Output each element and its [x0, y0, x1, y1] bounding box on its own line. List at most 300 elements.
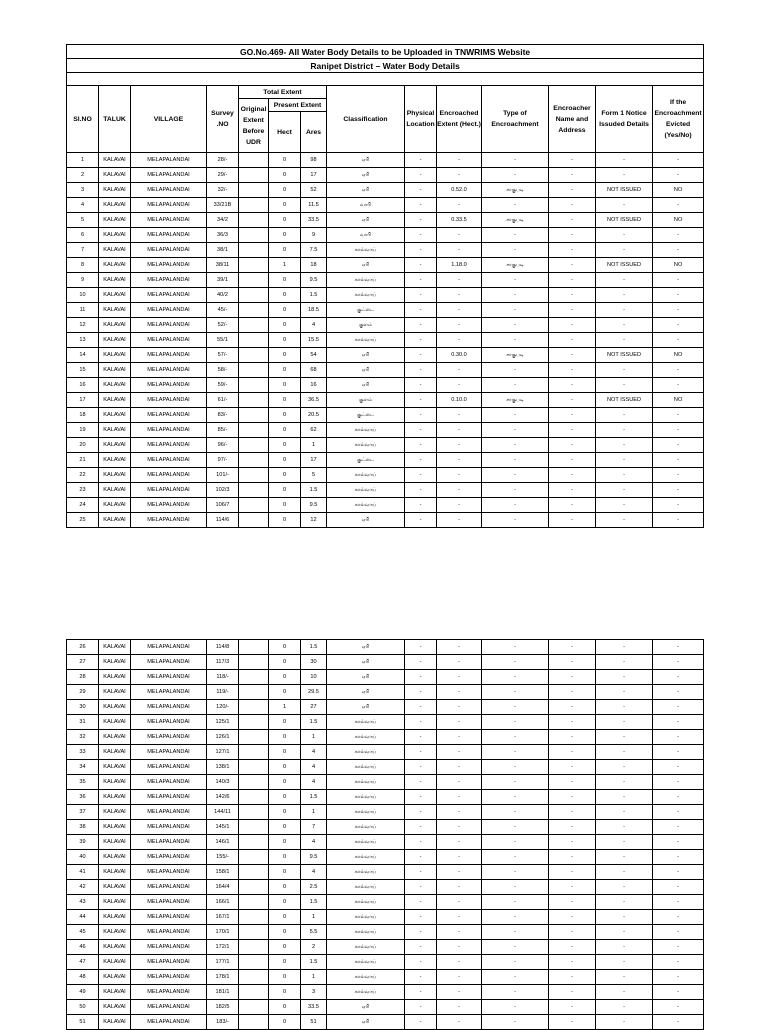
cell-evicted: -	[653, 318, 704, 333]
cell-slno: 28	[67, 670, 99, 685]
cell-physical-location: -	[405, 925, 437, 940]
cell-village: MELAPALANDAI	[131, 333, 207, 348]
cell-survey-no: 39/1	[207, 273, 239, 288]
cell-taluk: KALAVAI	[99, 228, 131, 243]
cell-slno: 21	[67, 453, 99, 468]
cell-encroached-extent: -	[437, 790, 482, 805]
cell-village: MELAPALANDAI	[131, 453, 207, 468]
cell-original-extent	[239, 303, 269, 318]
cell-form1-notice: -	[596, 880, 653, 895]
table-row	[67, 790, 704, 805]
cell-encroached-extent: -	[437, 955, 482, 970]
cell-original-extent	[239, 393, 269, 408]
cell-form1-notice: -	[596, 303, 653, 318]
cell-encroached-extent: -	[437, 700, 482, 715]
table-row	[67, 408, 704, 423]
cell-classification: கால்வாய்	[327, 423, 405, 438]
cell-type-of-encroachment: -	[482, 775, 549, 790]
cell-type-of-encroachment: -	[482, 378, 549, 393]
table-row	[67, 925, 704, 940]
cell-village: MELAPALANDAI	[131, 498, 207, 513]
cell-type-of-encroachment: -	[482, 970, 549, 985]
cell-type-of-encroachment: -	[482, 985, 549, 1000]
cell-survey-no: 146/1	[207, 835, 239, 850]
cell-ares: 1.5	[301, 955, 327, 970]
cell-taluk: KALAVAI	[99, 850, 131, 865]
cell-form1-notice: -	[596, 670, 653, 685]
cell-physical-location: -	[405, 408, 437, 423]
cell-ares: 1	[301, 970, 327, 985]
cell-type-of-encroachment: -	[482, 243, 549, 258]
cell-form1-notice: -	[596, 970, 653, 985]
cell-original-extent	[239, 925, 269, 940]
cell-survey-no: 138/1	[207, 760, 239, 775]
cell-form1-notice: -	[596, 700, 653, 715]
cell-ares: 17	[301, 453, 327, 468]
cell-encroacher: -	[549, 685, 596, 700]
cell-slno: 43	[67, 895, 99, 910]
table-row	[67, 513, 704, 528]
cell-slno: 8	[67, 258, 99, 273]
cell-village: MELAPALANDAI	[131, 820, 207, 835]
cell-encroacher: -	[549, 198, 596, 213]
cell-hect: 0	[269, 273, 301, 288]
cell-hect: 0	[269, 775, 301, 790]
cell-evicted: -	[653, 730, 704, 745]
cell-evicted: NO	[653, 183, 704, 198]
cell-hect: 0	[269, 168, 301, 183]
cell-encroacher: -	[549, 850, 596, 865]
cell-slno: 30	[67, 700, 99, 715]
cell-survey-no: 126/1	[207, 730, 239, 745]
cell-evicted: -	[653, 378, 704, 393]
table-row	[67, 213, 704, 228]
cell-hect: 0	[269, 895, 301, 910]
cell-hect: 0	[269, 940, 301, 955]
cell-type-of-encroachment: -	[482, 333, 549, 348]
cell-encroached-extent: -	[437, 318, 482, 333]
cell-original-extent	[239, 378, 269, 393]
cell-form1-notice: -	[596, 498, 653, 513]
cell-classification: ஏரி	[327, 655, 405, 670]
cell-physical-location: -	[405, 910, 437, 925]
cell-type-of-encroachment: -	[482, 468, 549, 483]
table-row	[67, 745, 704, 760]
cell-hect: 0	[269, 318, 301, 333]
cell-encroacher: -	[549, 318, 596, 333]
cell-ares: 1.5	[301, 790, 327, 805]
cell-survey-no: 33/21B	[207, 198, 239, 213]
cell-original-extent	[239, 940, 269, 955]
cell-form1-notice: -	[596, 318, 653, 333]
cell-hect: 0	[269, 303, 301, 318]
cell-hect: 0	[269, 498, 301, 513]
cell-slno: 10	[67, 288, 99, 303]
cell-hect: 1	[269, 700, 301, 715]
document-subtitle: Ranipet District – Water Body Details	[67, 59, 704, 73]
cell-original-extent	[239, 730, 269, 745]
cell-encroacher: -	[549, 640, 596, 655]
cell-type-of-encroachment: -	[482, 483, 549, 498]
table-row	[67, 468, 704, 483]
cell-evicted: -	[653, 1000, 704, 1015]
cell-hect: 0	[269, 1015, 301, 1030]
cell-encroached-extent: 0.10.0	[437, 393, 482, 408]
cell-village: MELAPALANDAI	[131, 513, 207, 528]
table-row	[67, 670, 704, 685]
cell-type-of-encroachment: -	[482, 498, 549, 513]
cell-classification: கால்வாய்	[327, 970, 405, 985]
cell-hect: 0	[269, 333, 301, 348]
table-row	[67, 288, 704, 303]
cell-taluk: KALAVAI	[99, 408, 131, 423]
table-row	[67, 393, 704, 408]
cell-hect: 0	[269, 955, 301, 970]
cell-classification: கால்வாய்	[327, 805, 405, 820]
cell-classification: கால்வாய்	[327, 880, 405, 895]
cell-encroached-extent: -	[437, 273, 482, 288]
cell-physical-location: -	[405, 1015, 437, 1030]
cell-village: MELAPALANDAI	[131, 258, 207, 273]
cell-type-of-encroachment: -	[482, 880, 549, 895]
header-encroached-extent: Encroached Extent (Hect.)	[437, 86, 482, 153]
cell-taluk: KALAVAI	[99, 378, 131, 393]
cell-encroacher: -	[549, 970, 596, 985]
cell-hect: 0	[269, 790, 301, 805]
cell-ares: 1	[301, 910, 327, 925]
cell-survey-no: 36/3	[207, 228, 239, 243]
cell-village: MELAPALANDAI	[131, 243, 207, 258]
cell-taluk: KALAVAI	[99, 895, 131, 910]
cell-form1-notice: NOT ISSUED	[596, 348, 653, 363]
cell-encroacher: -	[549, 483, 596, 498]
cell-classification: கால்வாய்	[327, 790, 405, 805]
cell-classification: கால்வாய்	[327, 955, 405, 970]
cell-village: MELAPALANDAI	[131, 483, 207, 498]
table-row	[67, 318, 704, 333]
cell-village: MELAPALANDAI	[131, 955, 207, 970]
cell-original-extent	[239, 970, 269, 985]
cell-village: MELAPALANDAI	[131, 985, 207, 1000]
header-taluk: TALUK	[99, 86, 131, 153]
cell-physical-location: -	[405, 228, 437, 243]
cell-form1-notice: -	[596, 895, 653, 910]
cell-hect: 0	[269, 760, 301, 775]
cell-village: MELAPALANDAI	[131, 468, 207, 483]
cell-evicted: -	[653, 910, 704, 925]
table-row	[67, 363, 704, 378]
cell-slno: 25	[67, 513, 99, 528]
cell-encroached-extent: -	[437, 423, 482, 438]
cell-form1-notice: -	[596, 513, 653, 528]
cell-survey-no: 118/-	[207, 670, 239, 685]
cell-classification: கால்வாய்	[327, 925, 405, 940]
cell-taluk: KALAVAI	[99, 288, 131, 303]
cell-taluk: KALAVAI	[99, 655, 131, 670]
table-body-page-1	[67, 153, 704, 528]
cell-form1-notice: -	[596, 805, 653, 820]
cell-original-extent	[239, 183, 269, 198]
cell-original-extent	[239, 1015, 269, 1030]
cell-slno: 42	[67, 880, 99, 895]
cell-encroached-extent: -	[437, 895, 482, 910]
cell-encroached-extent: -	[437, 685, 482, 700]
table-row	[67, 700, 704, 715]
cell-ares: 3	[301, 985, 327, 1000]
cell-physical-location: -	[405, 333, 437, 348]
cell-evicted: -	[653, 303, 704, 318]
cell-hect: 0	[269, 483, 301, 498]
cell-encroached-extent: -	[437, 303, 482, 318]
cell-evicted: -	[653, 228, 704, 243]
cell-evicted: -	[653, 153, 704, 168]
cell-physical-location: -	[405, 513, 437, 528]
cell-taluk: KALAVAI	[99, 273, 131, 288]
cell-encroacher: -	[549, 865, 596, 880]
cell-type-of-encroachment: -	[482, 700, 549, 715]
table-row	[67, 715, 704, 730]
cell-survey-no: 177/1	[207, 955, 239, 970]
cell-hect: 0	[269, 183, 301, 198]
cell-slno: 6	[67, 228, 99, 243]
cell-physical-location: -	[405, 985, 437, 1000]
cell-village: MELAPALANDAI	[131, 850, 207, 865]
cell-hect: 0	[269, 228, 301, 243]
cell-hect: 0	[269, 243, 301, 258]
cell-evicted: -	[653, 715, 704, 730]
cell-encroached-extent: -	[437, 805, 482, 820]
cell-ares: 1	[301, 438, 327, 453]
cell-type-of-encroachment: -	[482, 303, 549, 318]
water-body-table-page-1	[66, 44, 704, 528]
cell-original-extent	[239, 880, 269, 895]
cell-original-extent	[239, 498, 269, 513]
cell-type-of-encroachment: -	[482, 318, 549, 333]
cell-evicted: -	[653, 483, 704, 498]
cell-slno: 41	[67, 865, 99, 880]
cell-village: MELAPALANDAI	[131, 303, 207, 318]
cell-type-of-encroachment: -	[482, 513, 549, 528]
cell-physical-location: -	[405, 1000, 437, 1015]
cell-encroached-extent: -	[437, 468, 482, 483]
cell-form1-notice: -	[596, 243, 653, 258]
table-row	[67, 228, 704, 243]
cell-hect: 0	[269, 730, 301, 745]
cell-type-of-encroachment: -	[482, 955, 549, 970]
cell-ares: 1	[301, 805, 327, 820]
cell-original-extent	[239, 775, 269, 790]
cell-ares: 62	[301, 423, 327, 438]
cell-classification: ஏரி	[327, 363, 405, 378]
cell-form1-notice: -	[596, 168, 653, 183]
cell-survey-no: 145/1	[207, 820, 239, 835]
cell-slno: 18	[67, 408, 99, 423]
cell-hect: 0	[269, 820, 301, 835]
cell-evicted: -	[653, 243, 704, 258]
cell-original-extent	[239, 423, 269, 438]
cell-form1-notice: -	[596, 468, 653, 483]
cell-survey-no: 142/6	[207, 790, 239, 805]
cell-ares: 2	[301, 940, 327, 955]
cell-form1-notice: -	[596, 438, 653, 453]
cell-slno: 24	[67, 498, 99, 513]
cell-evicted: -	[653, 670, 704, 685]
table-row	[67, 655, 704, 670]
cell-physical-location: -	[405, 835, 437, 850]
cell-original-extent	[239, 745, 269, 760]
cell-slno: 50	[67, 1000, 99, 1015]
cell-physical-location: -	[405, 453, 437, 468]
cell-original-extent	[239, 153, 269, 168]
cell-encroacher: -	[549, 393, 596, 408]
cell-type-of-encroachment: -	[482, 910, 549, 925]
cell-original-extent	[239, 483, 269, 498]
cell-classification: ஏரி	[327, 640, 405, 655]
cell-classification: குட்டை	[327, 303, 405, 318]
header-total-extent: Total Extent	[239, 86, 327, 99]
cell-taluk: KALAVAI	[99, 213, 131, 228]
cell-encroacher: -	[549, 745, 596, 760]
cell-encroacher: -	[549, 730, 596, 745]
cell-type-of-encroachment: -	[482, 895, 549, 910]
cell-type-of-encroachment: சாகுபடி	[482, 348, 549, 363]
cell-survey-no: 183/-	[207, 1015, 239, 1030]
cell-encroached-extent: -	[437, 940, 482, 955]
table-row	[67, 198, 704, 213]
cell-type-of-encroachment: -	[482, 423, 549, 438]
cell-physical-location: -	[405, 483, 437, 498]
cell-type-of-encroachment: -	[482, 408, 549, 423]
cell-taluk: KALAVAI	[99, 880, 131, 895]
cell-evicted: -	[653, 1015, 704, 1030]
cell-encroached-extent: -	[437, 715, 482, 730]
cell-survey-no: 83/-	[207, 408, 239, 423]
cell-ares: 12	[301, 513, 327, 528]
cell-classification: கால்வாய்	[327, 745, 405, 760]
cell-village: MELAPALANDAI	[131, 790, 207, 805]
cell-evicted: -	[653, 438, 704, 453]
cell-taluk: KALAVAI	[99, 700, 131, 715]
cell-original-extent	[239, 168, 269, 183]
cell-village: MELAPALANDAI	[131, 970, 207, 985]
cell-physical-location: -	[405, 363, 437, 378]
cell-village: MELAPALANDAI	[131, 925, 207, 940]
cell-evicted: -	[653, 820, 704, 835]
cell-ares: 9.5	[301, 273, 327, 288]
cell-encroacher: -	[549, 153, 596, 168]
cell-original-extent	[239, 513, 269, 528]
table-row	[67, 850, 704, 865]
cell-original-extent	[239, 760, 269, 775]
cell-village: MELAPALANDAI	[131, 1015, 207, 1030]
table-row	[67, 940, 704, 955]
cell-ares: 68	[301, 363, 327, 378]
cell-hect: 0	[269, 348, 301, 363]
cell-evicted: -	[653, 805, 704, 820]
cell-physical-location: -	[405, 730, 437, 745]
cell-ares: 4	[301, 318, 327, 333]
cell-survey-no: 164/4	[207, 880, 239, 895]
cell-classification: கால்வாய்	[327, 760, 405, 775]
header-classification: Classification	[327, 86, 405, 153]
table-row	[67, 483, 704, 498]
table-row	[67, 333, 704, 348]
table-row	[67, 453, 704, 468]
cell-village: MELAPALANDAI	[131, 670, 207, 685]
header-form1-notice: Form 1 Notice Issuded Details	[596, 86, 653, 153]
cell-ares: 1.5	[301, 483, 327, 498]
cell-original-extent	[239, 640, 269, 655]
cell-original-extent	[239, 438, 269, 453]
cell-evicted: -	[653, 453, 704, 468]
cell-taluk: KALAVAI	[99, 730, 131, 745]
cell-ares: 5.5	[301, 925, 327, 940]
cell-survey-no: 158/1	[207, 865, 239, 880]
cell-slno: 15	[67, 363, 99, 378]
cell-ares: 16	[301, 378, 327, 393]
cell-evicted: NO	[653, 213, 704, 228]
table-row	[67, 895, 704, 910]
table-row	[67, 760, 704, 775]
document-title: GO.No.469- All Water Body Details to be Uploaded in TNWRIMS Website	[67, 45, 704, 59]
cell-taluk: KALAVAI	[99, 1000, 131, 1015]
cell-hect: 0	[269, 850, 301, 865]
cell-original-extent	[239, 805, 269, 820]
cell-original-extent	[239, 670, 269, 685]
cell-ares: 11.5	[301, 198, 327, 213]
cell-encroached-extent: -	[437, 153, 482, 168]
cell-classification: கால்வாய்	[327, 820, 405, 835]
cell-ares: 51	[301, 1015, 327, 1030]
table-row	[67, 153, 704, 168]
cell-encroacher: -	[549, 303, 596, 318]
cell-slno: 2	[67, 168, 99, 183]
cell-encroacher: -	[549, 955, 596, 970]
cell-type-of-encroachment: -	[482, 760, 549, 775]
table-row	[67, 640, 704, 655]
cell-encroacher: -	[549, 940, 596, 955]
cell-form1-notice: -	[596, 228, 653, 243]
table-row	[67, 955, 704, 970]
cell-taluk: KALAVAI	[99, 760, 131, 775]
cell-type-of-encroachment: -	[482, 1015, 549, 1030]
cell-form1-notice: -	[596, 273, 653, 288]
cell-survey-no: 114/8	[207, 640, 239, 655]
header-ares: Ares	[301, 112, 327, 153]
cell-encroached-extent: -	[437, 760, 482, 775]
cell-evicted: -	[653, 198, 704, 213]
cell-taluk: KALAVAI	[99, 805, 131, 820]
cell-physical-location: -	[405, 640, 437, 655]
cell-original-extent	[239, 243, 269, 258]
cell-encroacher: -	[549, 348, 596, 363]
cell-hect: 0	[269, 453, 301, 468]
cell-hect: 0	[269, 685, 301, 700]
cell-physical-location: -	[405, 273, 437, 288]
cell-form1-notice: -	[596, 850, 653, 865]
cell-survey-no: 38/11	[207, 258, 239, 273]
cell-encroached-extent: -	[437, 483, 482, 498]
cell-physical-location: -	[405, 168, 437, 183]
cell-encroacher: -	[549, 880, 596, 895]
cell-form1-notice: -	[596, 865, 653, 880]
cell-original-extent	[239, 985, 269, 1000]
table-row	[67, 835, 704, 850]
cell-physical-location: -	[405, 850, 437, 865]
cell-slno: 1	[67, 153, 99, 168]
table-row	[67, 865, 704, 880]
cell-village: MELAPALANDAI	[131, 1000, 207, 1015]
